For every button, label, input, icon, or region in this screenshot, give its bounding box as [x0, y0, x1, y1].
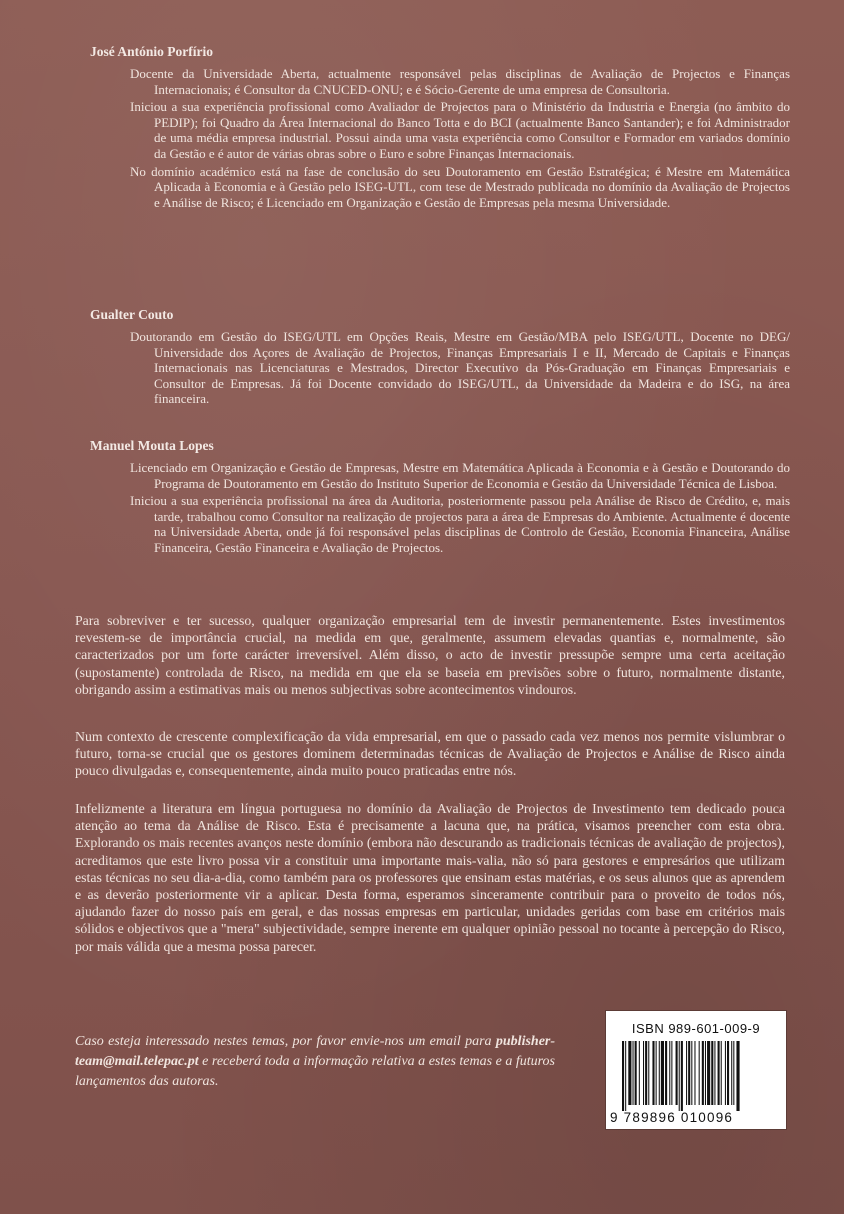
barcode-bar [622, 1041, 624, 1111]
barcode-bar [714, 1041, 715, 1105]
barcode-bar [681, 1041, 683, 1111]
author-name: Gualter Couto [90, 307, 174, 322]
barcode-bar [648, 1041, 649, 1105]
barcode-bar [633, 1041, 634, 1105]
barcode-bar [702, 1041, 704, 1105]
barcode-bar [725, 1041, 726, 1105]
barcode-bar [635, 1041, 637, 1105]
barcode-bar [707, 1041, 710, 1105]
author-bio-paragraph: Doutorando em Gestão do ISEG/UTL em Opções Reais, Mestre em Gestão/MBA pelo ISEG/UTL, Docente no DEG/ Universidade dos Açores de Avaliação de Projectos, Finanças Empresariais I e II, Mercado de Capitais e Finanças Internacionais nas Licenciaturas e Mestrados, Director Executivo da Pós-Graduação em Finanças Empresariais e Consultor de Empresas. Já foi Docente convidado do ISEG/UTL, da Universidade da Madeira e do ISG, na área financeira. [130, 329, 790, 407]
barcode-bar [628, 1041, 631, 1105]
author-bio-paragraph: Docente da Universidade Aberta, actualmente responsável pelas disciplinas de Avaliação de Projectos e Finanças Internacionais; é Consultor da CNUCED-ONU; e é Sócio-Gerente de uma empresa de Consultoria. [130, 66, 790, 97]
barcode-bar [639, 1041, 640, 1105]
barcode-digits: 9 789896 010096 [610, 1110, 734, 1125]
barcode-bar [643, 1041, 644, 1105]
barcode-bar [727, 1041, 729, 1105]
barcode-bar [669, 1041, 670, 1105]
contact-email-link[interactable]: publisher-team@mail.telepac.pt [75, 1034, 556, 1069]
barcode-bar [733, 1041, 734, 1105]
barcode-bar [718, 1041, 720, 1105]
barcode-bar [645, 1041, 647, 1105]
barcode-bar [691, 1041, 692, 1105]
author-bio-couto [90, 307, 790, 409]
barcode-bar [705, 1041, 706, 1105]
contact-note [75, 1032, 555, 1092]
barcode-bar [661, 1041, 664, 1105]
barcode-bar [711, 1041, 713, 1105]
isbn-barcode [605, 1010, 787, 1130]
barcode-bar [659, 1041, 660, 1105]
barcode-bar [731, 1041, 732, 1105]
author-bio-lopes [90, 438, 790, 558]
blurb-paragraph: Para sobreviver e ter sucesso, qualquer organização empresarial tem de investir permanentemente. Estes investimentos revestem-se de importância crucial, na medida em que, geralmente, assumem elevadas quantias e, normalmente, são caracterizados por um forte carácter irreversível. Além disso, o acto de investir pressupõe sempre uma certa aceitação (supostamente) controlada de Risco, na medida em que ela se baseia em previsões sobre o futuro, normalmente distante, obrigando assim a estimativas mais ou menos subjectivas sobre acontecimentos vindouros. [75, 613, 785, 697]
barcode-bar [699, 1041, 700, 1105]
contact-text-before: Caso esteja interessado nestes temas, por favor envie-nos um email para [75, 1034, 492, 1049]
isbn-label: ISBN 989-601-009-9 [631, 1021, 761, 1036]
barcode-bar [686, 1041, 687, 1105]
author-bio-paragraph: Iniciou a sua experiência profissional como Avaliador de Projectos para o Ministério da Industria e Energia (no âmbito do PEDIP); foi Quadro da Área Internacional do Banco Totta e do BCI (actualmente Banco Santander); e foi Administrador de uma média empresa industrial. Possui ainda uma vasta experiência como Consultor e Formador em variados domínio da Gestão e é autor de várias obras sobre o Euro e sobre Finanças Internacionais. [130, 99, 790, 161]
barcode-bar [656, 1041, 657, 1105]
blurb-paragraph: Infelizmente a literatura em língua portuguesa no domínio da Avaliação de Projectos de Investimento tem dedicado pouca atenção ao tema da Análise de Risco. Esta é precisamente a lacuna que, na prática, visamos preencher com esta obra. Explorando os mais recentes avanços neste domínio (embora não descurando as tradicionais técnicas de avaliação de projectos), acreditamos que este livro possa vir a constituir uma importante mais-valia, não só para gestores e empresários que utilizam estas técnicas no seu dia-a-dia, como também para os professores que ensinam estas matérias, e os seus alunos que as aprendem e as deverão posteriormente vir a aplicar. Desta forma, esperamos sinceramente contribuir para o proveito de todos nós, ajudando fazer do nosso país em geral, e das nossas empresas em particular, unidades geridas com base em critérios mais sólidos e objectivos que a "mera" subjectividade, sempre inerente em qualquer opinião pessoal no tocante à percepção do Risco, por mais válida que a mesma possa parecer. [75, 801, 785, 954]
author-bio-paragraph: Iniciou a sua experiência profissional na área da Auditoria, posteriormente passou pela Análise de Risco de Crédito, e, mais tarde, trabalhou como Consultor na realização de projectos para a área de Empresas do Ambiente. Actualmente é docente na Universidade Aberta, onde já foi responsável pelas disciplinas de Controlo de Gestão, Economia Financeira, Análise Financeira, Gestão Financeira e Avaliação de Projectos. [130, 493, 790, 555]
barcode-bar [652, 1041, 654, 1105]
barcode-bar [688, 1041, 690, 1105]
barcode-bar [671, 1041, 672, 1105]
blurb-paragraph: Num contexto de crescente complexificação da vida empresarial, em que o passado cada vez menos nos permite vislumbrar o futuro, torna-se crucial que os gestores dominem determinadas técnicas de Avaliação de Projectos e Análise de Risco ainda pouco divulgadas e, consequentemente, ainda muito pouco praticadas entre nós. [75, 729, 785, 779]
author-bio-paragraph: No domínio académico está na fase de conclusão do seu Doutoramento em Gestão Estratégica; é Mestre em Matemática Aplicada à Economia e à Gestão pelo ISEG-UTL, com tese de Mestrado publicada no domínio da Avaliação de Projectos e Análise de Risco; é Licenciado em Organização e Gestão de Empresas pela mesma Universidade. [130, 163, 790, 210]
barcode-bar [665, 1041, 667, 1105]
author-bio-paragraph: Licenciado em Organização e Gestão de Empresas, Mestre em Matemática Aplicada à Economia e à Gestão e Doutorando do Programa de Doutoramento em Gestão do Instituto Superior de Economia e Gestão da Universidade Técnica de Lisboa. [130, 460, 790, 491]
author-name: Manuel Mouta Lopes [90, 438, 214, 453]
author-name: José António Porfírio [90, 44, 213, 59]
barcode-bar [676, 1041, 678, 1105]
barcode-bars-icon [622, 1041, 770, 1111]
contact-text-after: e receberá toda a informação relativa a estes temas e a futuros lançamentos das autoras. [75, 1054, 556, 1089]
author-bio-porfirio [90, 44, 790, 212]
barcode-bar [721, 1041, 722, 1105]
barcode-bar [694, 1041, 695, 1105]
barcode-bar [736, 1041, 739, 1111]
barcode-bar [679, 1041, 680, 1111]
barcode-bar [625, 1041, 626, 1111]
